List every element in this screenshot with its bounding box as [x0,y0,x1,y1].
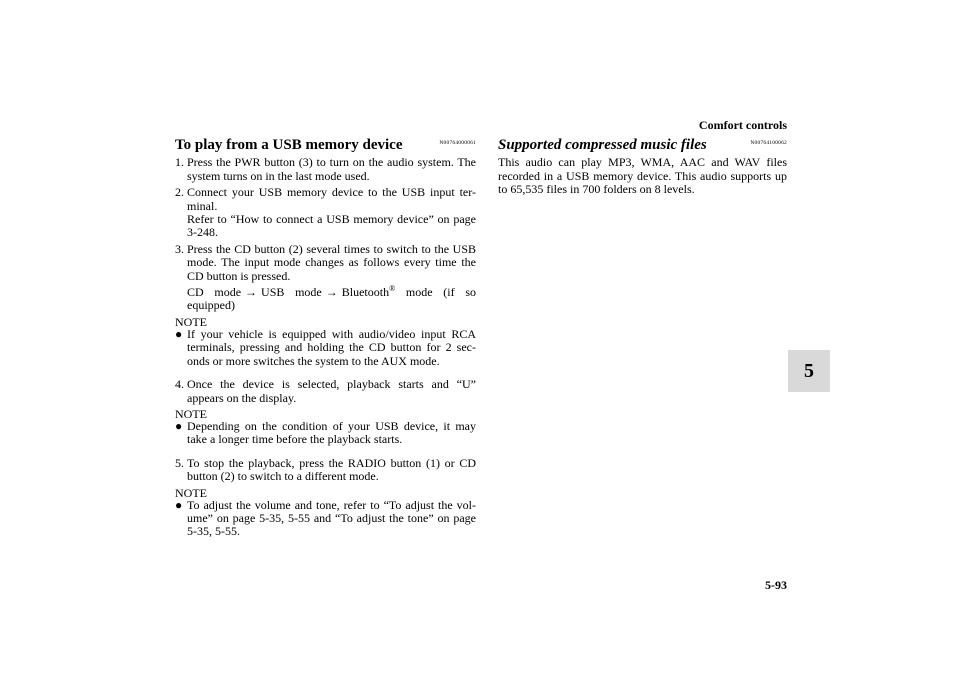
note-text: If your vehicle is equipped with audio/video input RCA terminals, pressing and holding the CD button for 2 sec-onds or more switches the system to the AUX mode. [187,326,476,368]
note-text: Depending on the condition of your USB device, it may take a longer time before the playback starts. [187,418,476,447]
right-title-row [498,137,787,152]
step-number: 4. [175,377,184,392]
note-label: NOTE [175,314,207,329]
mode-cd: CD mode [187,285,242,300]
step-5 [175,457,476,484]
step-text: Connect your USB memory device to the USB input ter-minal. [187,185,476,213]
chapter-tab [788,350,830,392]
step-number: 3. [175,241,184,256]
step-1 [175,156,476,183]
note-item [175,499,476,539]
step-number: 2. [175,185,184,200]
page-number: 5-93 [765,578,787,592]
step-text: To stop the playback, press the RADIO button (1) or CD button (2) to switch to a different mode. [187,455,476,484]
section-header: Comfort controls [698,118,787,132]
step-number: 1. [175,155,184,170]
step-2 [175,186,476,240]
mode-flow [187,286,476,313]
section-title: Supported compressed music files [498,137,707,153]
step-number: 5. [175,455,184,470]
step-text: Press the CD button (2) several times to switch to the USB mode. The input mode changes as follows every time the CD button is pressed. [187,241,476,283]
section-body: This audio can play MP3, WMA, AAC and WAV files recorded in a USB memory device. This audio supports up to 65,535 files in 700 folders on 8 levels. [498,155,787,197]
step-4 [175,378,476,405]
section-code: N00764000061 [439,140,476,146]
section-title: To play from a USB memory device [175,137,403,153]
note-item [175,328,476,368]
step-text: Once the device is selected, playback starts and “U” appears on the display. [187,377,476,405]
note-label: NOTE [175,406,207,421]
bullet-icon: ● [175,326,183,341]
left-column [175,137,476,539]
mode-usb: USB mode [261,285,322,300]
arrow-icon: → [245,285,258,300]
note-item [175,420,476,447]
step-reference: Refer to “How to connect a USB memory device” on page 3-248. [187,212,476,240]
mode-bluetooth: Bluetooth [341,285,390,300]
left-title-row [175,137,476,152]
arrow-icon: → [325,285,338,300]
step-text: Press the PWR button (3) to turn on the audio system. The system turns on in the last mode used. [187,155,476,183]
right-column [498,137,787,197]
chapter-number: 5 [804,359,814,382]
bullet-icon: ● [175,418,183,433]
note-text: To adjust the volume and tone, refer to “To adjust the vol-ume” on page 5-35, 5-55 and “To adjust the tone” on page 5-35, 5-55. [187,497,476,539]
note-label: NOTE [175,485,207,500]
step-3 [175,243,476,313]
mode-suffix: mode (if so equipped) [187,285,476,313]
bullet-icon: ● [175,497,183,512]
section-code: N00764100062 [750,140,787,146]
registered-mark: ® [389,284,396,294]
